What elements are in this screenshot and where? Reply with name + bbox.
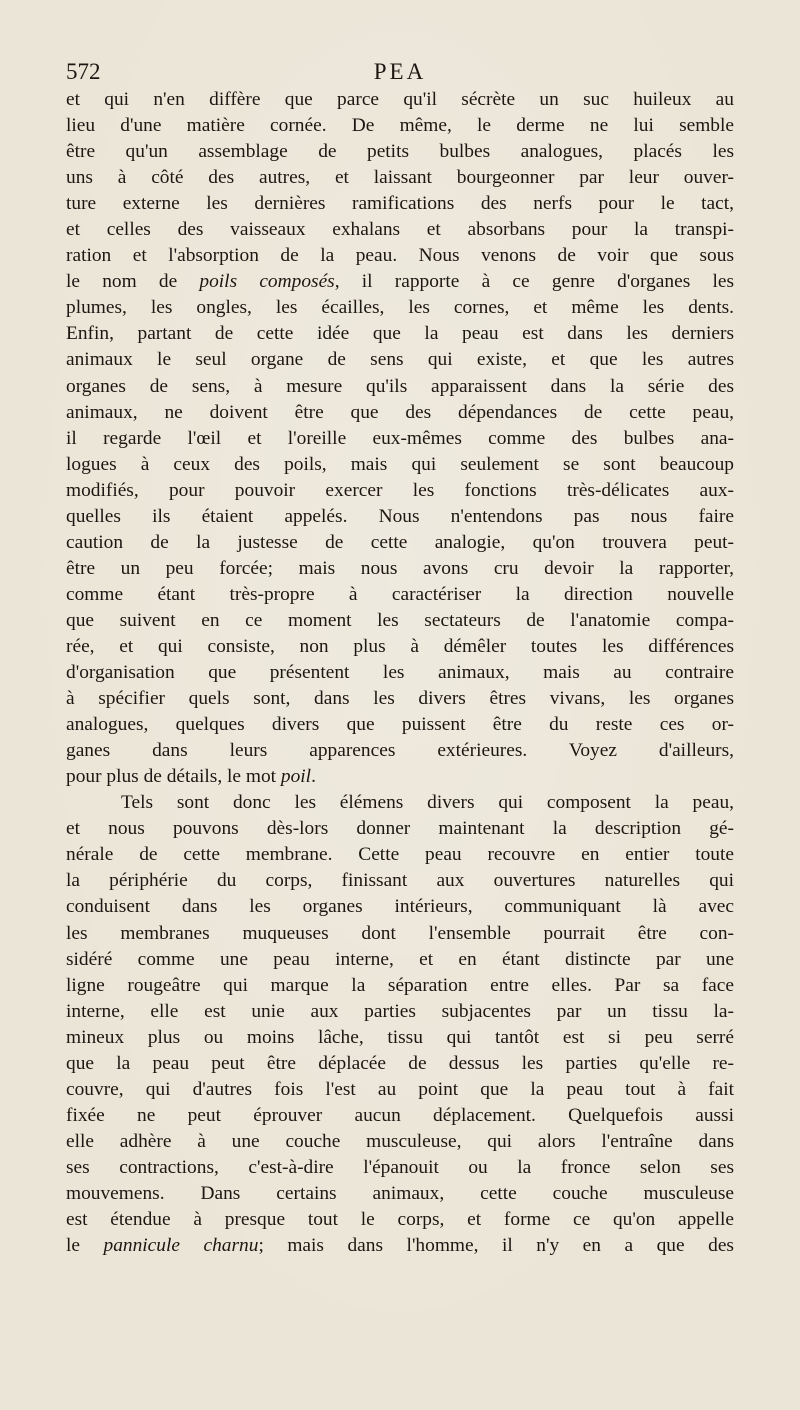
text-line: ganes dans leurs apparences extérieures. Voyez d'ailleurs,	[66, 740, 734, 762]
text-line: animaux le seul organe de sens qui existe, et que les autres	[66, 349, 734, 371]
text-line: à spécifier quels sont, dans les divers êtres vivans, les organes	[66, 688, 734, 710]
text-line: que la peau peut être déplacée de dessus les parties qu'elle re-	[66, 1052, 734, 1074]
text-run: ; mais dans l'homme, il n'y en a que des	[258, 1235, 734, 1257]
text-run: , il rapporte à ce genre d'organes les	[334, 271, 734, 293]
text-line: sidéré comme une peau interne, et en étant distincte par une	[66, 948, 734, 970]
header-title: PEA	[373, 59, 427, 84]
italic-term: poil	[280, 766, 312, 788]
text-line: être qu'un assemblage de petits bulbes analogues, placés les	[66, 141, 734, 163]
paragraph	[66, 790, 734, 1259]
text-line: ses contractions, c'est-à-dire l'épanouit ou la fronce selon ses	[66, 1156, 734, 1178]
text-line	[66, 764, 734, 790]
text-line: fixée ne peut éprouver aucun déplacement. Quelquefois aussi	[66, 1104, 734, 1126]
text-line: et celles des vaisseaux exhalans et absorbans pour la transpi-	[66, 219, 734, 241]
text-line: rée, et qui consiste, non plus à démêler toutes les différences	[66, 635, 734, 657]
text-line: que suivent en ce moment les sectateurs de l'anatomie compa-	[66, 609, 734, 631]
text-line: Enfin, partant de cette idée que la peau est dans les derniers	[66, 323, 734, 345]
text-line: et nous pouvons dès-lors donner maintenant la description gé-	[66, 818, 734, 840]
text-line: être un peu forcée; mais nous avons cru devoir la rapporter,	[66, 557, 734, 579]
italic-term: pannicule charnu	[103, 1235, 259, 1257]
text-line: nérale de cette membrane. Cette peau recouvre en entier toute	[66, 844, 734, 866]
paragraph	[66, 87, 734, 790]
text-line: quelles ils étaient appelés. Nous n'entendons pas nous faire	[66, 505, 734, 527]
italic-term: poils composés	[199, 271, 335, 293]
text-line: conduisent dans les organes intérieurs, communiquant là avec	[66, 896, 734, 918]
text-run: pour plus de détails, le mot	[66, 766, 281, 788]
text-line: ture externe les dernières ramifications des nerfs pour le tact,	[66, 193, 734, 215]
text-run: .	[311, 766, 316, 788]
text-line: interne, elle est unie aux parties subjacentes par un tissu la-	[66, 1000, 734, 1022]
text-line: couvre, qui d'autres fois l'est au point que la peau tout à fait	[66, 1078, 734, 1100]
text-line: analogues, quelques divers que puissent être du reste ces or-	[66, 714, 734, 736]
text-line: logues à ceux des poils, mais qui seulement se sont beaucoup	[66, 453, 734, 475]
text-line: elle adhère à une couche musculeuse, qui alors l'entraîne dans	[66, 1130, 734, 1152]
page-number: 572	[66, 59, 101, 84]
text-line	[66, 269, 734, 295]
text-line: modifiés, pour pouvoir exercer les fonctions très-délicates aux-	[66, 479, 734, 501]
text-line: uns à côté des autres, et laissant bourgeonner par leur ouver-	[66, 167, 734, 189]
text-line: et qui n'en diffère que parce qu'il sécrète un suc huileux au	[66, 89, 734, 110]
text-line: ration et l'absorption de la peau. Nous venons de voir que sous	[66, 245, 734, 267]
text-line: animaux, ne doivent être que des dépendances de cette peau,	[66, 401, 734, 423]
running-head	[66, 58, 734, 86]
text-line: caution de la justesse de cette analogie, qu'on trouvera peut-	[66, 531, 734, 553]
text-line: mouvemens. Dans certains animaux, cette couche musculeuse	[66, 1182, 734, 1204]
text-line: est étendue à presque tout le corps, et forme ce qu'on appelle	[66, 1209, 734, 1231]
text-line: comme étant très-propre à caractériser la direction nouvelle	[66, 583, 734, 605]
text-run: le	[66, 1235, 104, 1257]
text-line: ligne rougeâtre qui marque la séparation entre elles. Par sa face	[66, 974, 734, 996]
text-run: le nom de	[66, 271, 200, 293]
text-line: les membranes muqueuses dont l'ensemble pourrait être con-	[66, 922, 734, 944]
text-line: la périphérie du corps, finissant aux ouvertures naturelles qui	[66, 870, 734, 892]
text-line: organes de sens, à mesure qu'ils apparaissent dans la série des	[66, 375, 734, 397]
text-line: Tels sont donc les élémens divers qui composent la peau,	[121, 792, 734, 814]
text-line: mineux plus ou moins lâche, tissu qui tantôt est si peu serré	[66, 1026, 734, 1048]
text-line: il regarde l'œil et l'oreille eux-mêmes comme des bulbes ana-	[66, 427, 734, 449]
text-line: d'organisation que présentent les animaux, mais au contraire	[66, 662, 734, 684]
text-line	[66, 1233, 734, 1259]
text-line: lieu d'une matière cornée. De même, le derme ne lui semble	[66, 115, 734, 137]
text-block	[66, 87, 734, 1259]
text-line: plumes, les ongles, les écailles, les cornes, et même les dents.	[66, 297, 734, 319]
